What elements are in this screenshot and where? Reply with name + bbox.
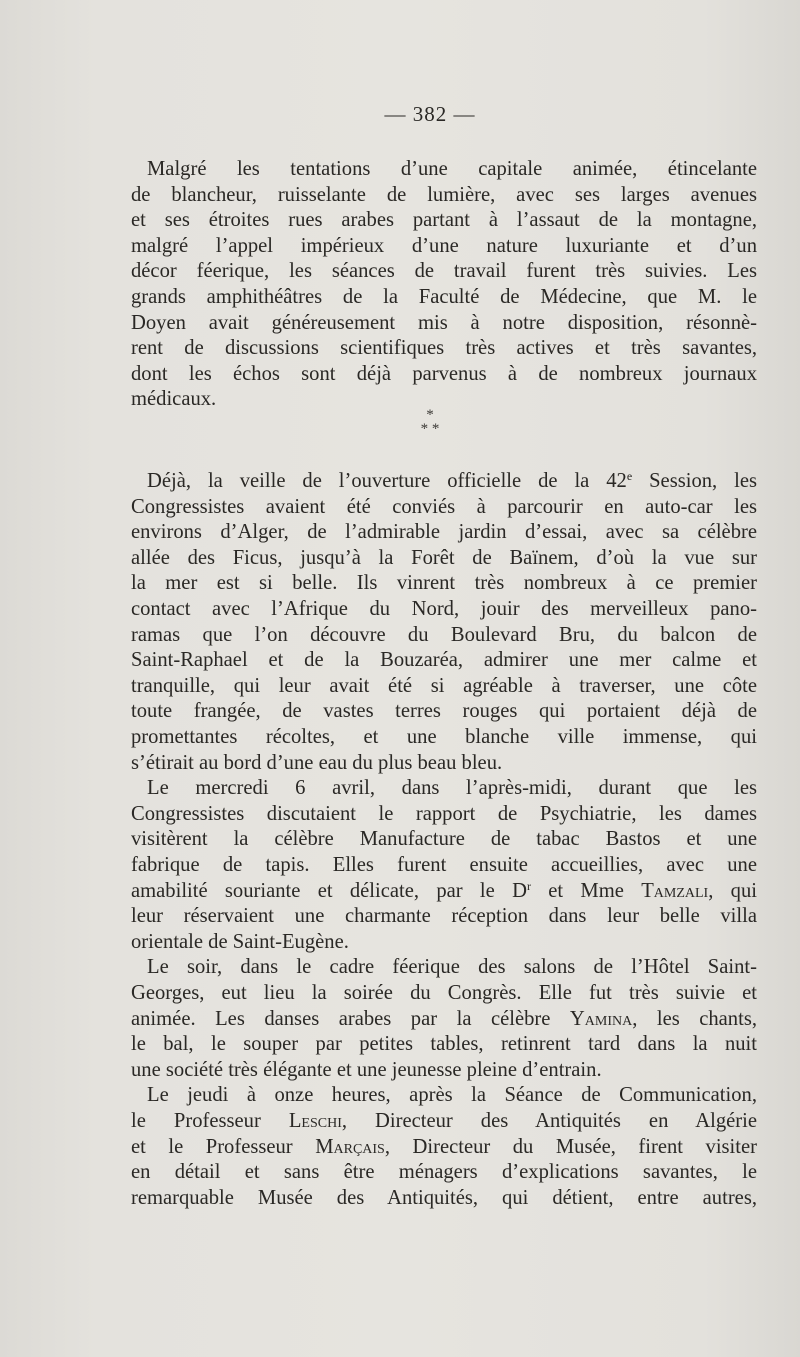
text-line: Saint-Raphael et de la Bouzaréa, admirer une mer calme et [131, 649, 757, 672]
text-line: une société très élégante et une jeunesse pleine d’entrain. [131, 1058, 602, 1081]
text-line: et le Professeur Marçais, Directeur du Musée, firent visiter [131, 1135, 757, 1158]
text-line: toute frangée, de vastes terres rouges qui portaient déjà de [131, 700, 757, 723]
text-line: allée des Ficus, jusqu’à la Forêt de Baïnem, d’où la vue sur [131, 546, 757, 569]
text-line: décor féerique, les séances de travail furent très suivies. Les [131, 260, 757, 283]
text-line: orientale de Saint-Eugène. [131, 930, 349, 953]
text-line: médicaux. [131, 388, 217, 411]
text-line: amabilité souriante et délicate, par le $D^r$ et Mme Tamzali, qui [131, 878, 757, 902]
text-line: la mer est si belle. Ils vinrent très nombreux à ce premier [131, 572, 757, 595]
text-line: Congressistes avaient été conviés à parcourir en auto-car les [131, 495, 757, 518]
text-line: en détail et sans être ménagers d’explications savantes, le [131, 1161, 757, 1184]
text-line: Georges, eut lieu la soirée du Congrès. Elle fut très suivie et [131, 982, 757, 1004]
text-line: rent de discussions scientifiques très actives et très savantes, [131, 337, 757, 360]
text-line: grands amphithéâtres de la Faculté de Médecine, que M. le [131, 286, 757, 308]
text-line: le Professeur Leschi, Directeur des Antiquités en Algérie [131, 1110, 758, 1132]
text-line: ramas que l’on découvre du Boulevard Bru, du balcon de [131, 623, 757, 646]
separator-star-top: * [426, 407, 434, 423]
text-line: promettantes récoltes, et une blanche ville immense, qui [131, 726, 757, 748]
text-line: Le jeudi à onze heures, après la Séance de Communication, [147, 1084, 757, 1107]
text-line: malgré l’appel impérieux d’une nature luxuriante et d’un [131, 234, 757, 257]
text-line: tranquille, qui leur avait été si agréable à traverser, une côte [131, 674, 757, 697]
text-line: Le mercredi 6 avril, dans l’après-midi, durant que les [147, 777, 757, 800]
text-line: et ses étroites rues arabes partant à l’assaut de la montagne, [131, 209, 757, 232]
text-line: le bal, le souper par petites tables, retinrent tard dans la nuit [131, 1033, 757, 1056]
text-line: contact avec l’Afrique du Nord, jouir des merveilleux pano- [131, 598, 757, 620]
text-line: animée. Les danses arabes par la célèbre Yamina, les chants, [131, 1007, 757, 1030]
text-line: visitèrent la célèbre Manufacture de tabac Bastos et une [131, 828, 757, 851]
text-line: Malgré les tentations d’une capitale animée, étincelante [147, 158, 757, 180]
text-line: Doyen avait généreusement mis à notre disposition, résonnè- [131, 311, 757, 334]
text-line: Congressistes discutaient le rapport de Psychiatrie, les dames [131, 802, 757, 825]
text-line: de blancheur, ruisselante de lumière, avec ses larges avenues [131, 183, 757, 206]
text-line: s’étirait au bord d’une eau du plus beau bleu. [131, 751, 503, 774]
section-separator [416, 408, 444, 438]
text-line: leur réservaient une charmante réception dans leur belle villa [131, 905, 757, 928]
text-line: fabrique de tapis. Elles furent ensuite accueillies, avec une [131, 854, 757, 876]
text-line: dont les échos sont déjà parvenus à de nombreux journaux [131, 362, 757, 385]
page-number: — 382 — [384, 102, 476, 126]
text-line: environs d’Alger, de l’admirable jardin d’essai, avec sa célèbre [131, 521, 757, 544]
text-line: remarquable Musée des Antiquités, qui détient, entre autres, [131, 1186, 757, 1209]
separator-stars-bottom: * * [420, 421, 440, 437]
text-line: Déjà, la veille de l’ouverture officielle de la 42e Session, les [147, 469, 757, 492]
text-line: Le soir, dans le cadre féerique des salons de l’Hôtel Saint- [147, 956, 757, 979]
